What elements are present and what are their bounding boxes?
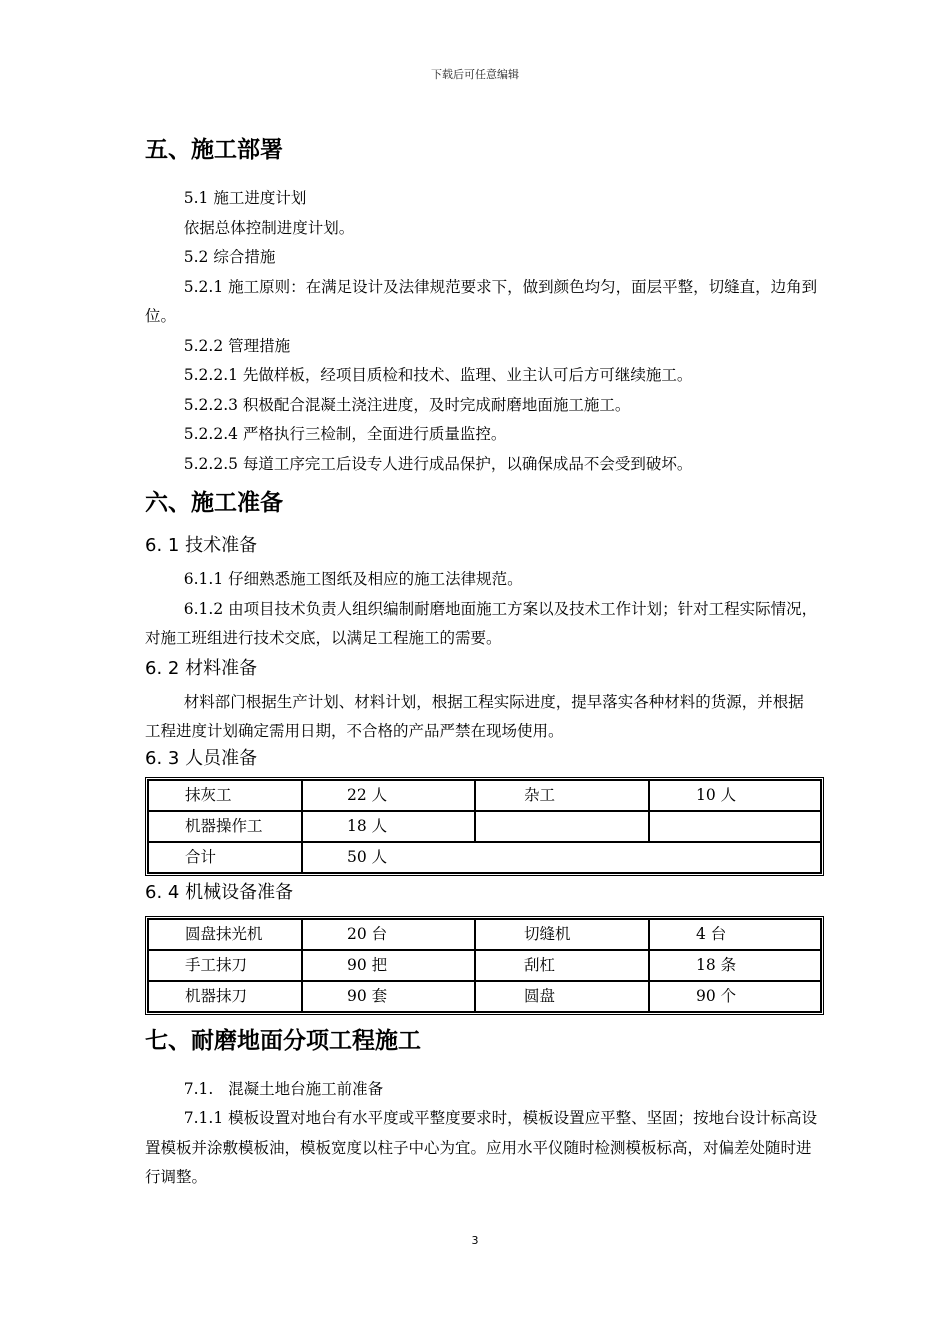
table-cell: 18 条 <box>649 950 821 981</box>
table-cell: 圆盘抹光机 <box>148 919 302 950</box>
s5-line-6: 5.2.2.1 先做样板，经项目质检和技术、监理、业主认可后方可继续施工。 <box>183 366 693 384</box>
table-cell: 90 套 <box>302 981 475 1012</box>
document-body <box>145 130 818 1193</box>
table-cell: 20 台 <box>302 919 475 950</box>
table-cell: 手工抹刀 <box>148 950 302 981</box>
table-cell: 机器操作工 <box>148 811 302 842</box>
tech-line-1: 6.1.1 仔细熟悉施工图纸及相应的施工法律规范。 <box>183 570 523 588</box>
staff-table <box>145 777 824 876</box>
section-7-title: 七、耐磨地面分项工程施工 <box>145 1027 421 1054</box>
table-cell: 合计 <box>148 842 302 873</box>
table-cell: 90 把 <box>302 950 475 981</box>
table-cell: 刮杠 <box>475 950 649 981</box>
table-row <box>148 950 821 981</box>
table-cell: 圆盘 <box>475 981 649 1012</box>
s5-line-4: 5.2.1 施工原则：在满足设计及法律规范要求下，做到颜色均匀，面层平整，切缝直，边角到位。 <box>145 277 818 325</box>
table-row <box>148 811 821 842</box>
table-cell: 切缝机 <box>475 919 649 950</box>
table-cell: 10 人 <box>649 780 821 811</box>
s7-text: 7.1.1 模板设置对地台有水平度或平整度要求时，模板设置应平整、坚固；按地台设计标高设置模板并涂敷模板油，模板宽度以柱子中心为宜。应用水平仪随时检测模板标高，对偏差处随时进行调整。 <box>145 1109 818 1186</box>
staff-prep-title: 6. 3 人员准备 <box>145 747 258 769</box>
table-cell <box>475 811 649 842</box>
s5-line-2: 依据总体控制进度计划。 <box>183 218 355 237</box>
table-row <box>148 780 821 811</box>
material-text: 材料部门根据生产计划、材料计划，根据工程实际进度，提早落实各种材料的货源，并根据工程进度计划确定需用日期，不合格的产品严禁在现场使用。 <box>145 692 804 740</box>
table-row <box>148 981 821 1012</box>
section-6-title: 六、施工准备 <box>145 490 283 516</box>
table-row <box>148 919 821 950</box>
table-cell: 机器抹刀 <box>148 981 302 1012</box>
material-prep-title: 6. 2 材料准备 <box>145 657 258 679</box>
s5-line-9: 5.2.2.5 每道工序完工后设专人进行成品保护，以确保成品不会受到破坏。 <box>183 454 693 473</box>
table-cell: 18 人 <box>302 811 475 842</box>
page-number: 3 <box>471 1234 479 1247</box>
s5-line-1: 5.1 施工进度计划 <box>183 189 307 207</box>
section-5-title: 五、施工部署 <box>145 137 283 163</box>
s7-subtitle: 7.1. 混凝土地台施工前准备 <box>183 1079 384 1098</box>
tech-line-2: 6.1.2 由项目技术负责人组织编制耐磨地面施工方案以及技术工作计划；针对工程实际情况，对施工班组进行技术交底，以满足工程施工的需要。 <box>145 599 818 647</box>
table-cell: 90 个 <box>649 981 821 1012</box>
page-header: 下载后可任意编辑 <box>431 68 519 81</box>
s5-line-8: 5.2.2.4 严格执行三检制，全面进行质量监控。 <box>183 425 507 443</box>
table-cell: 4 台 <box>649 919 821 950</box>
table-row <box>148 842 821 873</box>
equipment-table <box>145 916 824 1015</box>
s5-line-3: 5.2 综合措施 <box>183 248 276 266</box>
s5-line-5: 5.2.2 管理措施 <box>183 336 291 355</box>
s5-line-7: 5.2.2.3 积极配合混凝土浇注进度，及时完成耐磨地面施工施工。 <box>183 395 631 414</box>
table-cell <box>649 811 821 842</box>
table-cell: 22 人 <box>302 780 475 811</box>
tech-prep-title: 6. 1 技术准备 <box>145 535 258 556</box>
table-cell: 杂工 <box>475 780 649 811</box>
table-cell: 50 人 <box>302 842 821 873</box>
table-cell: 抹灰工 <box>148 780 302 811</box>
equipment-prep-title: 6. 4 机械设备准备 <box>145 881 294 903</box>
